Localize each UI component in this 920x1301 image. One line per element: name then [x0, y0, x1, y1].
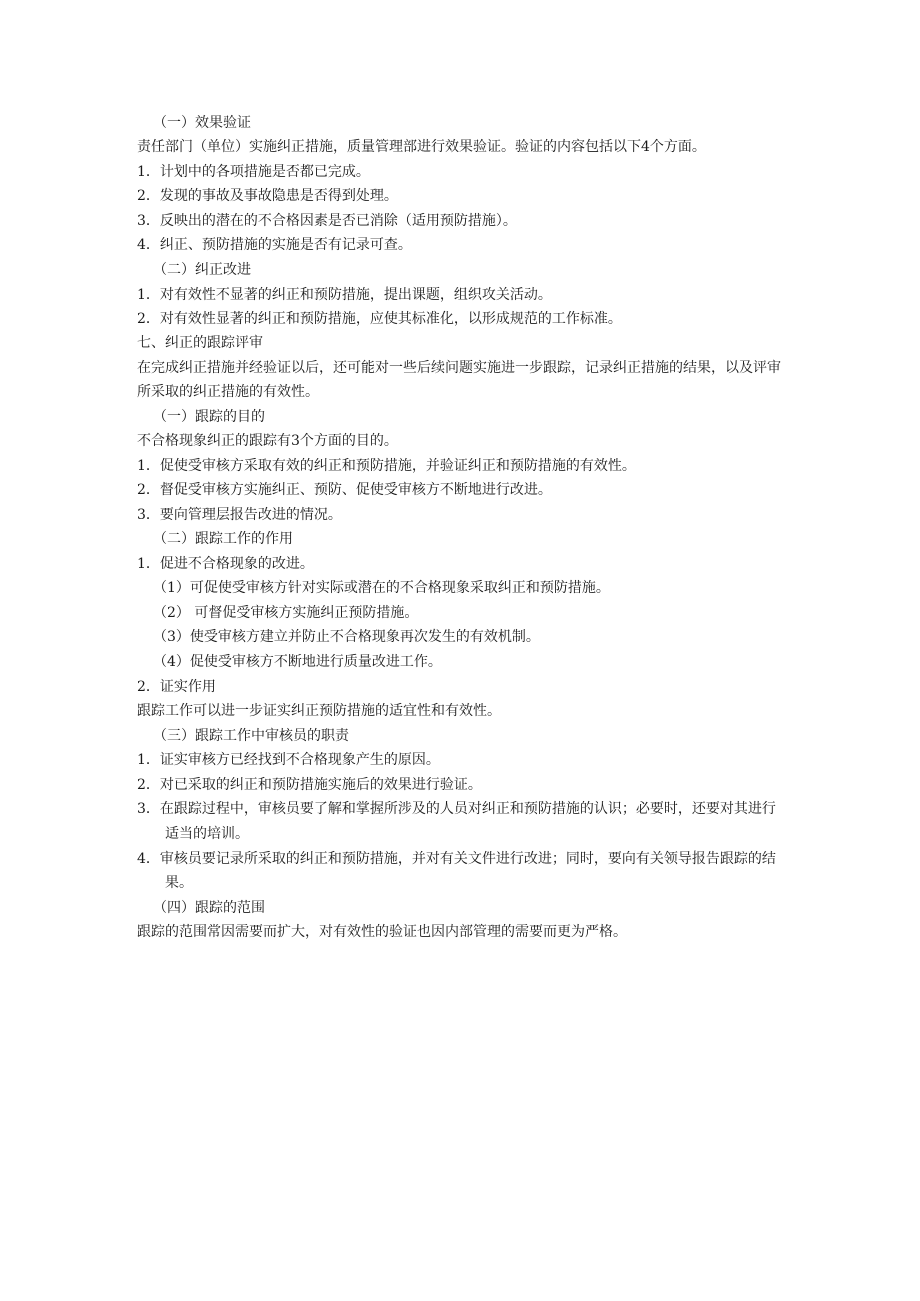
list-item: 1．促使受审核方采取有效的纠正和预防措施，并验证纠正和预防措施的有效性。: [137, 458, 636, 474]
section-heading: （一）跟踪的目的: [153, 409, 265, 425]
list-item: 1．证实审核方已经找到不合格现象产生的原因。: [137, 752, 440, 768]
paragraph-continuation: 所采取的纠正措施的有效性。: [137, 384, 319, 400]
list-item: 4．审核员要记录所采取的纠正和预防措施，并对有关文件进行改进；同时，要向有关领导报告跟踪的结: [137, 851, 776, 867]
list-item-continuation: 果。: [165, 875, 193, 891]
section-heading: （二）纠正改进: [153, 262, 251, 278]
list-item: 1．对有效性不显著的纠正和预防措施，提出课题，组织攻关活动。: [137, 287, 552, 303]
list-item: 4．纠正、预防措施的实施是否有记录可查。: [137, 237, 412, 253]
paragraph: 在完成纠正措施并经验证以后，还可能对一些后续问题实施进一步跟踪，记录纠正措施的结果，以及评审: [137, 360, 781, 376]
sub-list-item: （3）使受审核方建立并防止不合格现象再次发生的有效机制。: [153, 629, 540, 645]
paragraph: 不合格现象纠正的跟踪有3个方面的目的。: [137, 433, 398, 449]
list-item: 2．证实作用: [137, 679, 216, 695]
list-item: 3．要向管理层报告改进的情况。: [137, 507, 342, 523]
sub-list-item: （1）可促使受审核方针对实际或潜在的不合格现象采取纠正和预防措施。: [153, 580, 610, 596]
list-item: 2．对已采取的纠正和预防措施实施后的效果进行验证。: [137, 777, 482, 793]
section-heading: （三）跟踪工作中审核员的职责: [153, 728, 349, 744]
paragraph: 跟踪工作可以进一步证实纠正预防措施的适宜性和有效性。: [137, 703, 501, 719]
list-item: 2．督促受审核方实施纠正、预防、促使受审核方不断地进行改进。: [137, 482, 552, 498]
section-heading: （四）跟踪的范围: [153, 900, 265, 916]
list-item: 2．发现的事故及事故隐患是否得到处理。: [137, 188, 398, 204]
list-item: 1．计划中的各项措施是否都已完成。: [137, 164, 370, 180]
paragraph: 跟踪的范围常因需要而扩大，对有效性的验证也因内部管理的需要而更为严格。: [137, 924, 627, 940]
paragraph: 责任部门（单位）实施纠正措施，质量管理部进行效果验证。验证的内容包括以下4个方面。: [137, 139, 706, 155]
list-item: 2．对有效性显著的纠正和预防措施，应使其标准化，以形成规范的工作标准。: [137, 311, 622, 327]
list-item: 3．在跟踪过程中，审核员要了解和掌握所涉及的人员对纠正和预防措施的认识；必要时，还要对其进行: [137, 801, 776, 817]
list-item: 1．促进不合格现象的改进。: [137, 556, 314, 572]
section-heading: （一）效果验证: [153, 115, 251, 131]
chapter-heading: 七、纠正的跟踪评审: [137, 335, 263, 351]
sub-list-item: （4）促使受审核方不断地进行质量改进工作。: [153, 654, 442, 670]
list-item-continuation: 适当的培训。: [165, 826, 249, 842]
list-item: 3．反映出的潜在的不合格因素是否已消除（适用预防措施）。: [137, 213, 517, 229]
section-heading: （二）跟踪工作的作用: [153, 531, 293, 547]
sub-list-item: （2） 可督促受审核方实施纠正预防措施。: [153, 605, 419, 621]
